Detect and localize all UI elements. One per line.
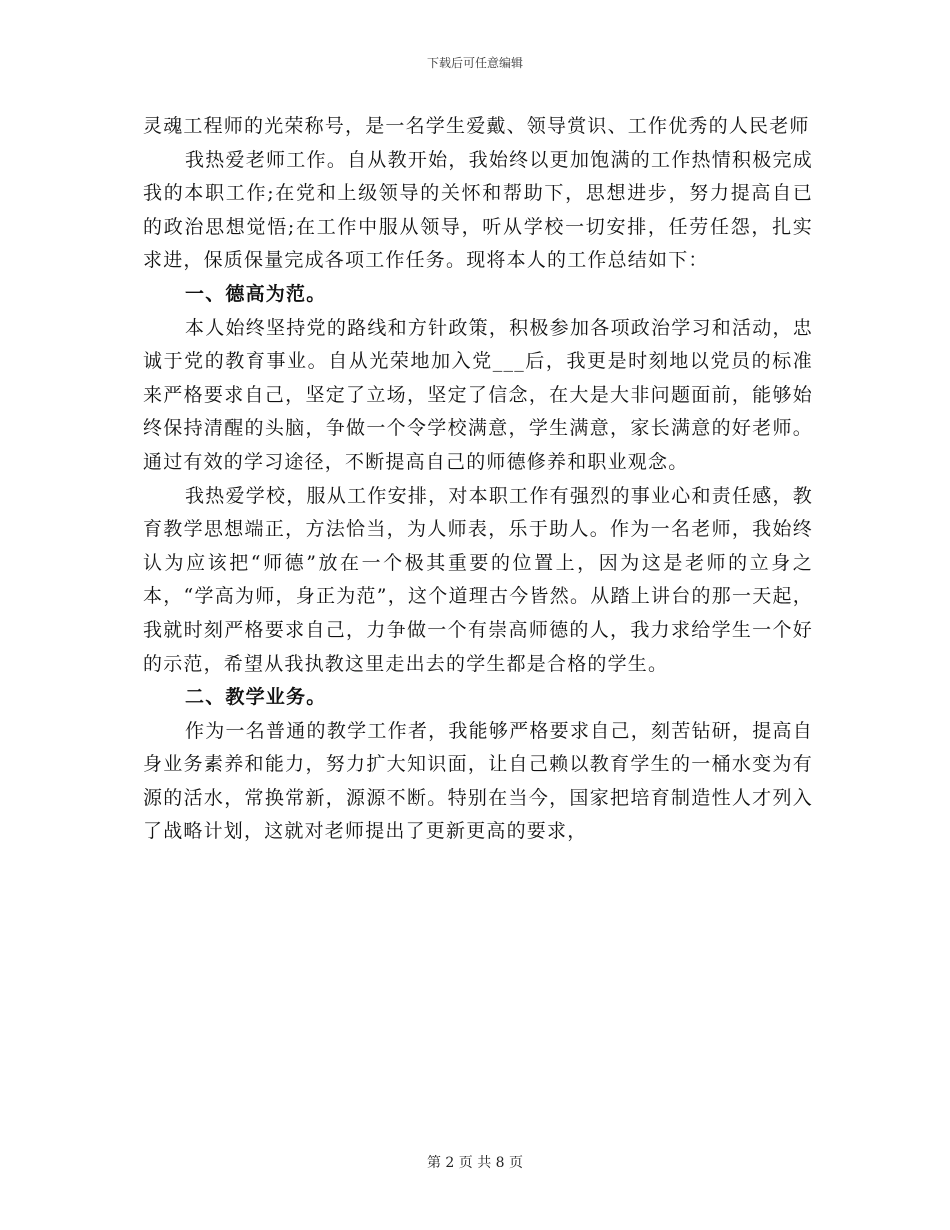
- paragraph-teaching-work: 作为一名普通的教学工作者，我能够严格要求自己，刻苦钻研，提高自身业务素养和能力，努力扩大知识面，让自己赖以教育学生的一桶水变为有源的活水，常换常新，源源不断。特别在当今，国家把培育制造性人才列入了战略计划，这就对老师提出了更新更高的要求，: [143, 719, 813, 843]
- section-heading-1: 一、德高为范。: [185, 282, 327, 305]
- paragraph-continued: 灵魂工程师的光荣称号，是一名学生爱戴、领导赏识、工作优秀的人民老师: [143, 115, 810, 137]
- paragraph-teacher-ethics: 我热爱学校，服从工作安排，对本职工作有强烈的事业心和责任感，教育教学思想端正，方法恰当，为人师表，乐于助人。作为一名老师，我始终认为应该把“师德”放在一个极其重要的位置上，因为这是老师的立身之本，“学高为师，身正为范”，这个道理古今皆然。从踏上讲台的那一天起，我就时刻严格要求自己，力争做一个有崇高师德的人，我力求给学生一个好的示范，希望从我执教这里走出去的学生都是合格的学生。: [143, 484, 813, 675]
- document-body: [143, 110, 813, 849]
- paragraph-party-line: 本人始终坚持党的路线和方针政策，积极参加各项政治学习和活动，忠诚于党的教育事业。自从光荣地加入党___后，我更是时刻地以党员的标准来严格要求自己，坚定了立场，坚定了信念，在大是大非问题面前，能够始终保持清醒的头脑，争做一个令学校满意，学生满意，家长满意的好老师。通过有效的学习途径，不断提高自己的师德修养和职业观念。: [143, 316, 813, 473]
- page-number: 第 2 页 共 8 页: [426, 1155, 524, 1171]
- paragraph-intro: 我热爱老师工作。自从教开始，我始终以更加饱满的工作热情积极完成我的本职工作;在党和上级领导的关怀和帮助下，思想进步，努力提高自已的政治思想觉悟;在工作中服从领导，听从学校一切安排，任劳任怨，扎实求进，保质保量完成各项工作任务。现将本人的工作总结如下：: [143, 148, 813, 272]
- section-heading-2: 二、教学业务。: [185, 686, 327, 709]
- page-header: 下载后可任意编辑: [426, 56, 523, 70]
